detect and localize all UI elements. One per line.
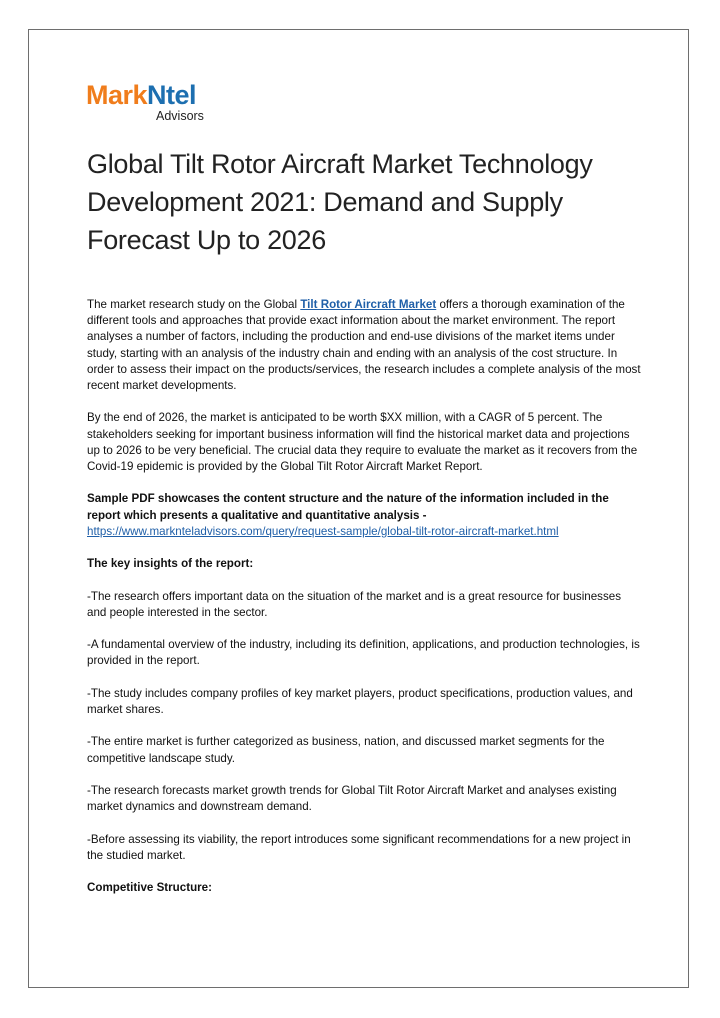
market-link[interactable]: Tilt Rotor Aircraft Market <box>300 298 437 311</box>
intro-text-before: The market research study on the Global <box>87 298 301 311</box>
forecast-paragraph: By the end of 2026, the market is anticipated to be worth $XX million, with a CAGR of 5 percent. The stakeholders seeking for important business information will find the historical market data and projections up to 2026 to be very beneficial. The crucial data they require to evaluate the market as it recovers from the Covid-19 epidemic is provided by the Global Tilt Rotor Aircraft Market Report. <box>87 411 638 474</box>
logo-wordmark <box>86 82 204 109</box>
marknetel-logo <box>86 82 204 123</box>
document-title: Global Tilt Rotor Aircraft Market Technology Development 2021: Demand and Supply Forecast Up to 2026 <box>87 149 593 255</box>
insight-item: -The research forecasts market growth trends for Global Tilt Rotor Aircraft Market and analyses existing market dynamics and downstream demand. <box>87 783 617 814</box>
logo-subtitle: Advisors <box>156 109 204 123</box>
intro-text-after: offers a thorough examination of the different tools and approaches that provide exact information about the market environment. The report analyses a number of factors, including the production and end-use divisions of the market items under study, starting with an analysis of the industry chain and ending with an analysis of the cost structure. In order to assess their impact on the products/services, the research includes a complete analysis of the most recent market developments. <box>87 298 641 393</box>
insight-item: -The study includes company profiles of key market players, product specifications, production values, and market shares. <box>87 686 633 716</box>
sample-paragraph <box>87 491 643 540</box>
insight-item: -The research offers important data on the situation of the market and is a great resource for businesses and people interested in the sector. <box>87 589 622 619</box>
logo-mark-text: Mark <box>86 80 148 110</box>
sample-url-link[interactable]: https://www.marknteladvisors.com/query/request-sample/global-tilt-rotor-aircraft-market.html <box>87 524 559 538</box>
insight-item: -Before assessing its viability, the report introduces some significant recommendations for a new project in the studied market. <box>87 832 631 862</box>
insight-item: -A fundamental overview of the industry, including its definition, applications, and production technologies, is provided in the report. <box>87 638 640 668</box>
insight-item: -The entire market is further categorized as business, nation, and discussed market segments for the competitive landscape study. <box>87 735 605 765</box>
logo-ntel-text: Ntel <box>147 80 197 110</box>
insights-heading: The key insights of the report: <box>87 557 254 571</box>
intro-paragraph <box>87 297 643 394</box>
sample-bold-text: Sample PDF showcases the content structure and the nature of the information included in the report which presents a qualitative and quantitative analysis - <box>87 492 609 522</box>
document-body <box>87 297 643 913</box>
competitive-heading: Competitive Structure: <box>87 881 212 895</box>
